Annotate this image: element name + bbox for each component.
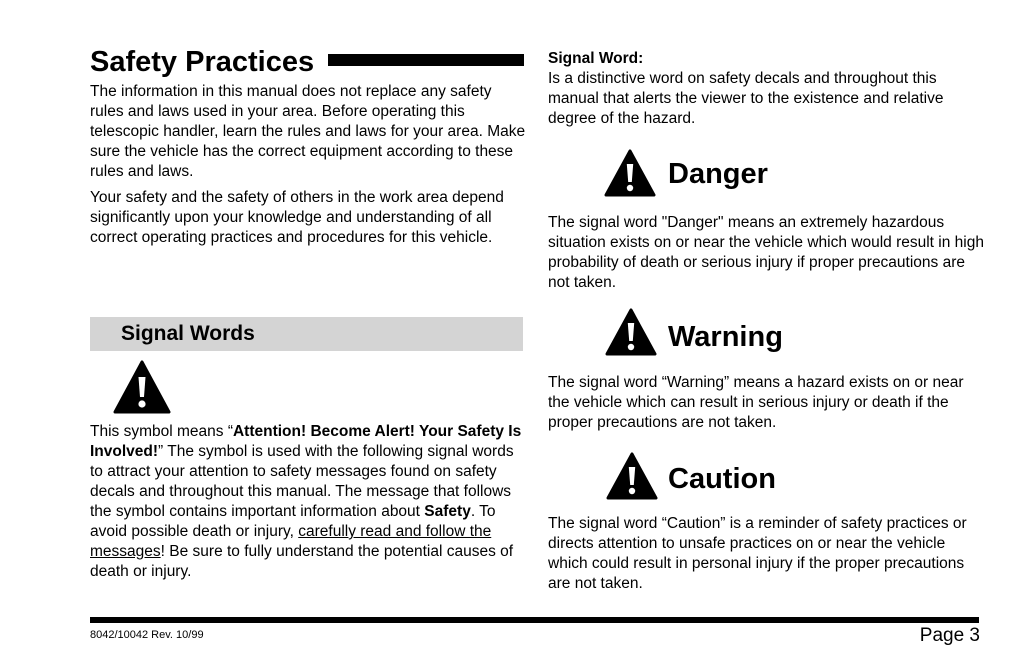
safety-paragraph: Your safety and the safety of others in the work area depend significantly upon your knowledge and understanding of all correct operating practices and procedures for this vehicle. — [90, 189, 504, 246]
symbol-safety-text: Safety — [424, 503, 471, 520]
intro-paragraph: The information in this manual does not replace any safety rules and laws used in your area. Before operating this telescopic handler, learn the rules and laws for your area. Make sure the vehicle has the correct equipment according to these rules and laws. — [90, 83, 526, 180]
footer-rule — [90, 617, 979, 623]
symbol-text-1: This symbol means “ — [90, 423, 233, 440]
symbol-text-2: ” The symbol is used with the following signal words to attract your attention to safety messages found on safety decals and throughout this manual. The message that follows the symbol contains important information about — [90, 443, 514, 520]
danger-text: The signal word "Danger" means an extremely hazardous situation exists on or near the vehicle which would result in high probability of death or serious injury if proper precautions are not taken. — [548, 214, 984, 291]
symbol-attention-text: Attention! Become Alert! Your Safety Is Involved! — [90, 423, 522, 460]
warning-heading: Warning — [668, 321, 783, 353]
symbol-text-3: . To avoid possible death or injury, — [90, 503, 496, 540]
caution-triangle-icon — [606, 452, 658, 500]
section-title: Signal Words — [121, 322, 255, 345]
caution-heading: Caution — [668, 463, 776, 495]
page-title: Safety Practices — [90, 46, 315, 78]
warning-heading-triangle-icon — [605, 308, 657, 356]
warning-triangle-icon — [113, 360, 171, 414]
title-rule — [328, 54, 524, 66]
danger-triangle-icon — [604, 149, 656, 197]
signal-word-text: Is a distinctive word on safety decals and throughout this manual that alerts the viewer to the existence and relative degree of the hazard. — [548, 70, 944, 127]
caution-text: The signal word “Caution” is a reminder of safety practices or directs attention to unsafe practices on or near the vehicle which could result in personal injury if the proper precautions are not taken. — [548, 515, 967, 592]
page-number: Page 3 — [919, 625, 980, 646]
symbol-paragraph — [90, 422, 530, 582]
signal-word-heading: Signal Word: — [548, 50, 644, 67]
symbol-text-4: ! Be sure to fully understand the potential causes of death or injury. — [90, 543, 514, 580]
warning-text: The signal word “Warning” means a hazard exists on or near the vehicle which can result in serious injury or death if the proper precautions are not taken. — [548, 374, 964, 431]
section-header-signal-words — [90, 317, 523, 351]
doc-number: 8042/10042 Rev. 10/99 — [90, 629, 204, 641]
symbol-underlined-text: carefully read and follow the messages — [90, 523, 492, 560]
danger-heading: Danger — [668, 158, 768, 190]
